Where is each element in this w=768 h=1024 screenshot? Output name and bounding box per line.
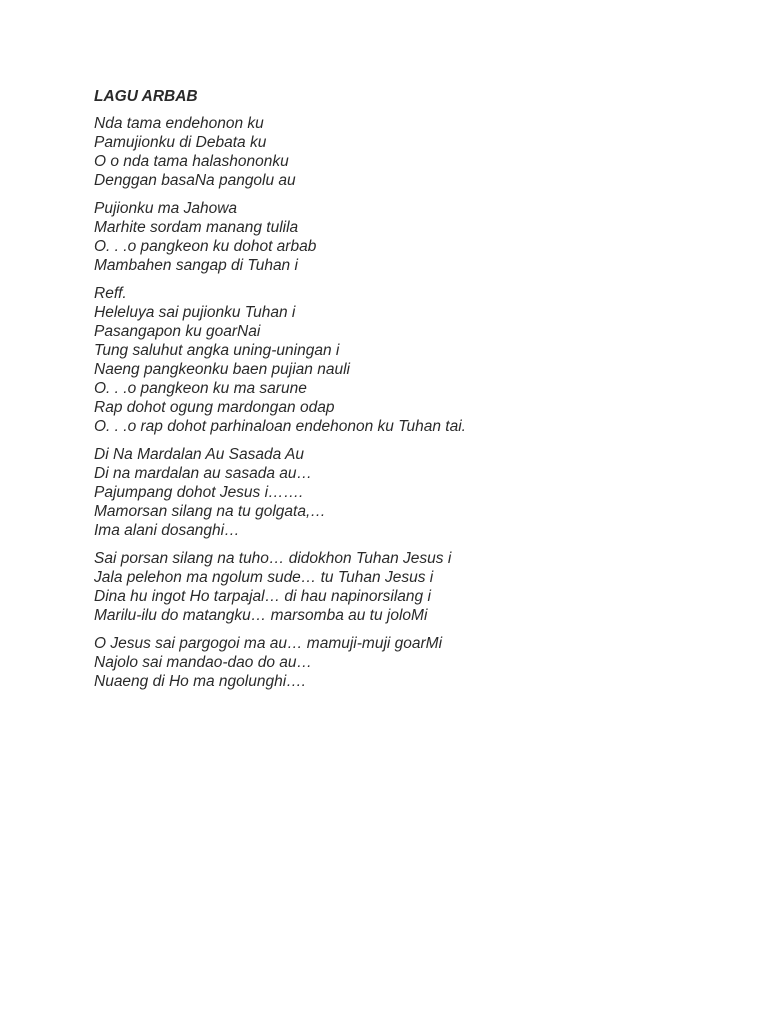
lyric-line: Dina hu ingot Ho tarpajal… di hau napinorsilang i — [94, 588, 431, 605]
lyric-line: O o nda tama halashononku — [94, 153, 289, 170]
lyric-line: O. . .o pangkeon ku ma sarune — [94, 380, 307, 397]
stanza-4 — [94, 445, 734, 540]
song-title: LAGU ARBAB — [94, 88, 198, 105]
lyric-line: Rap dohot ogung mardongan odap — [94, 399, 335, 416]
stanza-2 — [94, 199, 734, 275]
document-page — [94, 87, 734, 700]
stanza-5 — [94, 549, 734, 625]
lyric-line: O Jesus sai pargogoi ma au… mamuji-muji goarMi — [94, 635, 443, 652]
lyric-line: Marhite sordam manang tulila — [94, 219, 299, 236]
stanza-reff — [94, 284, 734, 436]
lyric-line: O. . .o pangkeon ku dohot arbab — [94, 238, 317, 255]
lyric-line: Di na mardalan au sasada au… — [94, 465, 312, 482]
lyric-line: Pajumpang dohot Jesus i……. — [94, 484, 304, 501]
lyric-line: Tung saluhut angka uning-uningan i — [94, 342, 340, 359]
lyric-line: Mambahen sangap di Tuhan i — [94, 257, 298, 274]
lyric-line: Pamujionku di Debata ku — [94, 134, 267, 151]
lyric-line: Ima alani dosanghi… — [94, 522, 240, 539]
stanza-6 — [94, 634, 734, 691]
lyric-line: Naeng pangkeonku baen pujian nauli — [94, 361, 350, 378]
lyric-line: Pujionku ma Jahowa — [94, 200, 238, 217]
stanza-1 — [94, 114, 734, 190]
lyric-line: O. . .o rap dohot parhinaloan endehonon ku Tuhan tai. — [94, 418, 466, 435]
lyric-line: Denggan basaNa pangolu au — [94, 172, 296, 189]
lyric-line: Mamorsan silang na tu golgata,… — [94, 503, 326, 520]
lyric-line: Reff. — [94, 285, 127, 302]
lyric-line: Jala pelehon ma ngolum sude… tu Tuhan Jesus i — [94, 569, 434, 586]
lyric-line: Heleluya sai pujionku Tuhan i — [94, 304, 296, 321]
lyric-line: Pasangapon ku goarNai — [94, 323, 261, 340]
lyric-line: Marilu-ilu do matangku… marsomba au tu joloMi — [94, 607, 428, 624]
lyric-line: Di Na Mardalan Au Sasada Au — [94, 446, 304, 463]
lyric-line: Sai porsan silang na tuho… didokhon Tuhan Jesus i — [94, 550, 452, 567]
lyric-line: Nda tama endehonon ku — [94, 115, 264, 132]
lyric-line: Najolo sai mandao-dao do au… — [94, 654, 312, 671]
lyric-line: Nuaeng di Ho ma ngolunghi…. — [94, 673, 306, 690]
